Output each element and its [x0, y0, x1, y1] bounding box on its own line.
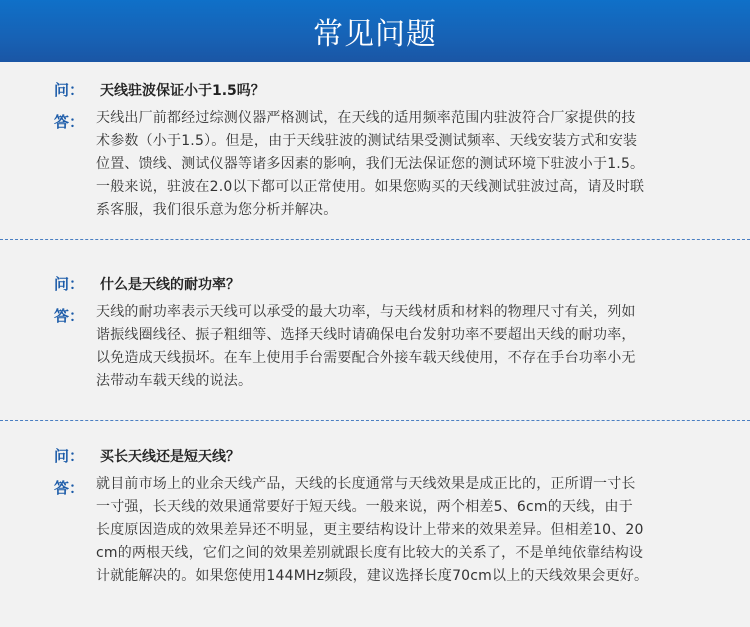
answer-line: 位置、馈线、测试仪器等诸多因素的影响，我们无法保证您的测试环境下驻波小于1.5。 — [96, 156, 645, 172]
answer-line: 计就能解决的。如果您使用144MHz频段，建议选择长度70cm以上的天线效果会更好。 — [96, 568, 649, 584]
faq-question-2: 什么是天线的耐功率？ — [100, 277, 240, 293]
page-title: 常见问题 — [313, 17, 437, 52]
answer-line: 一寸强，长天线的效果通常要好于短天线。一般来说，两个相差5、6cm的天线，由于 — [96, 499, 633, 515]
answer-label: 答： — [54, 479, 85, 497]
answer-label: 答： — [54, 307, 85, 325]
answer-line: 天线的耐功率表示天线可以承受的最大功率，与天线材质和材料的物理尺寸有关，列如 — [96, 304, 636, 320]
question-label: 问： — [54, 447, 85, 465]
answer-line: 长度原因造成的效果差异还不明显，更主要结构设计上带来的效果差异。但相差10、20 — [96, 522, 644, 538]
answer-line: 天线出厂前都经过综测仪器严格测试，在天线的适用频率范围内驻波符合厂家提供的技 — [96, 110, 636, 126]
answer-line: 谐振线圈线径、振子粗细等、选择天线时请确保电台发射功率不要超出天线的耐功率， — [96, 327, 636, 343]
answer-line: 术参数（小于1.5）。但是，由于天线驻波的测试结果受测试频率、天线安装方式和安装 — [96, 133, 638, 149]
answer-line: 一般来说，驻波在2.0以下都可以正常使用。如果您购买的天线测试驻波过高，请及时联 — [96, 179, 645, 195]
question-label: 问： — [54, 275, 85, 293]
page-header — [0, 0, 750, 62]
faq-question-3: 买长天线还是短天线？ — [100, 449, 240, 465]
faq-answer-2 — [96, 301, 716, 393]
faq-answer-3 — [96, 473, 716, 588]
answer-line: 系客服，我们很乐意为您分析并解决。 — [96, 202, 338, 218]
faq-answer-1 — [96, 107, 716, 222]
answer-line: cm的两根天线，它们之间的效果差别就跟长度有比较大的关系了，不是单纯依靠结构设 — [96, 545, 644, 561]
answer-label: 答： — [54, 113, 85, 131]
section-divider — [0, 239, 750, 240]
answer-line: 以免造成天线损坏。在车上使用手台需要配合外接车载天线使用，不存在手台功率小无 — [96, 350, 636, 366]
answer-line: 法带动车载天线的说法。 — [96, 373, 253, 389]
faq-question-1: 天线驻波保证小于1.5吗？ — [100, 83, 265, 99]
question-label: 问： — [54, 81, 85, 99]
section-divider — [0, 420, 750, 421]
answer-line: 就目前市场上的业余天线产品，天线的长度通常与天线效果是成正比的，正所谓一寸长 — [96, 476, 636, 492]
